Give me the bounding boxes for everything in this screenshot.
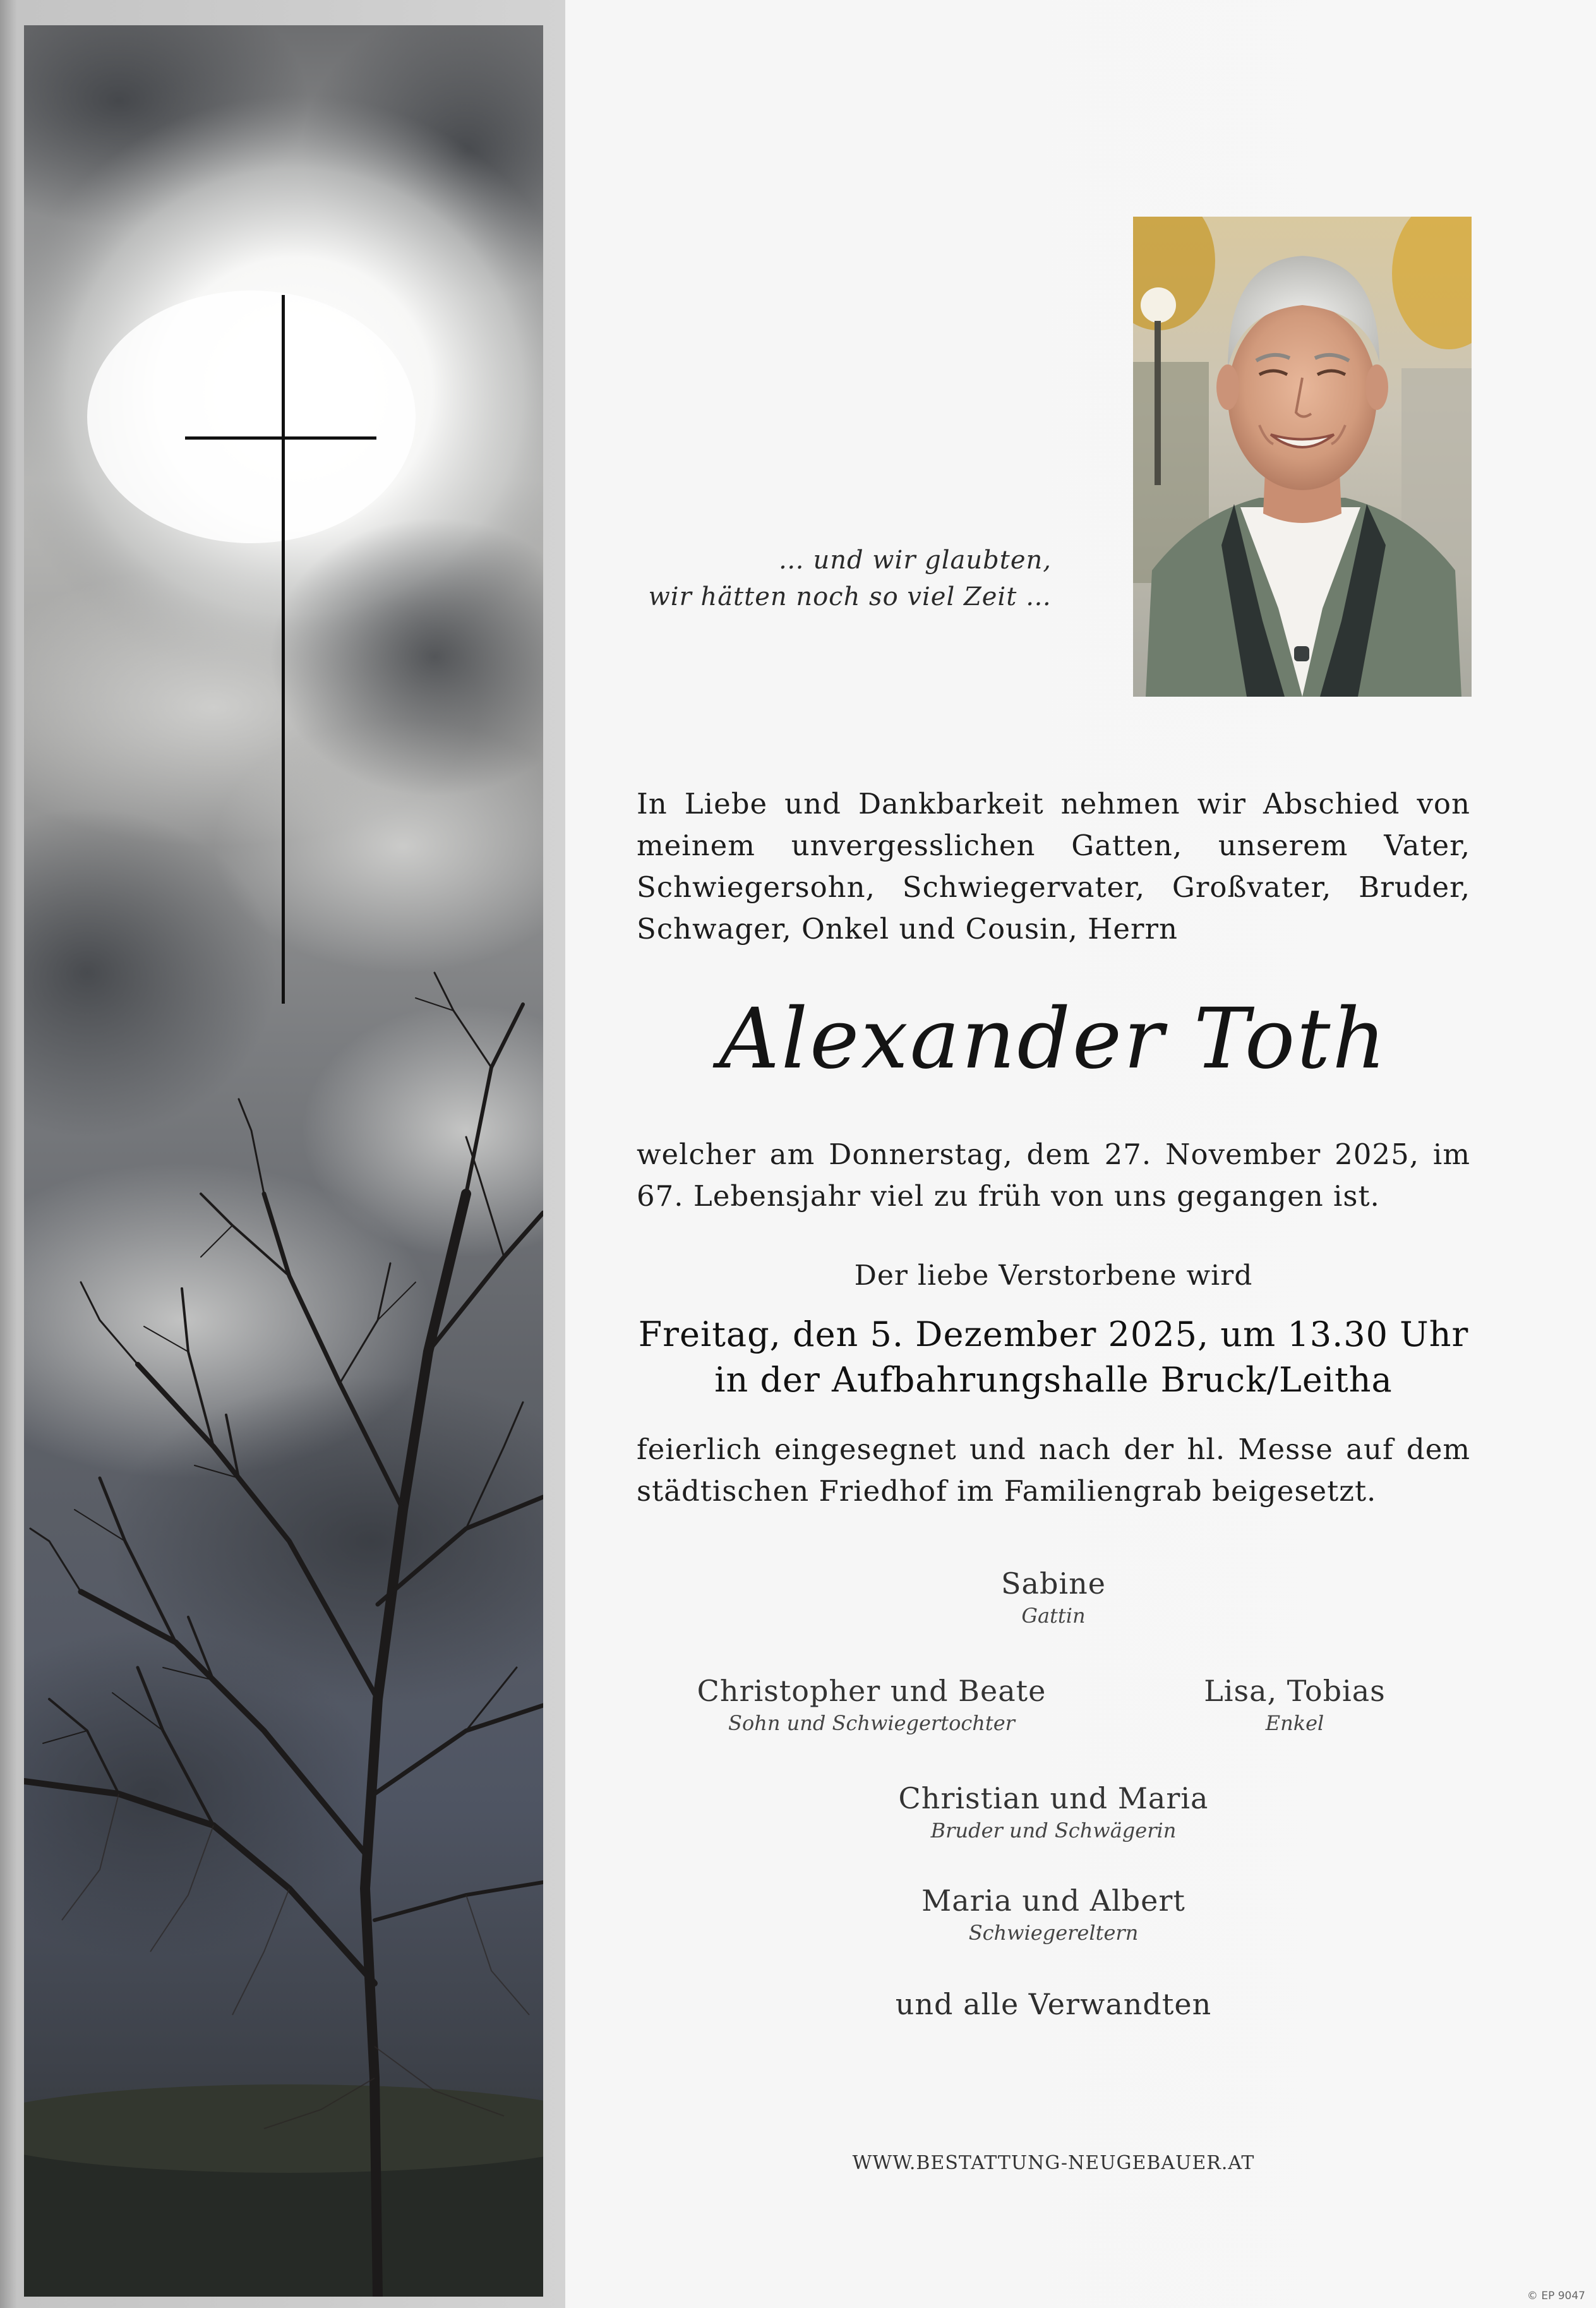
quote-line: … und wir glaubten,	[778, 546, 1052, 575]
mourner-role: Bruder und Schwägerin	[930, 1818, 1177, 1842]
burial-line: feierlich eingesegnet und nach der hl. Messe auf dem	[637, 1433, 1470, 1466]
intro-line: Schwager, Onkel und Cousin, Herrn	[637, 912, 1178, 946]
mourner-entry	[1137, 1673, 1453, 1737]
portrait-photo	[1133, 217, 1472, 697]
mourner-role: Gattin	[1021, 1604, 1086, 1628]
website-link[interactable]: WWW.BESTATTUNG-NEUGEBAUER.AT	[852, 2152, 1255, 2174]
mourner-role: Sohn und Schwiegertochter	[728, 1711, 1015, 1735]
deceased-name: Alexander Toth	[719, 990, 1388, 1088]
burial-paragraph	[637, 1429, 1470, 1512]
death-line: welcher am Donnerstag, dem 27. November 2025, im	[637, 1138, 1470, 1171]
death-paragraph	[637, 1134, 1470, 1217]
intro-line: meinem unvergesslichen Gatten, unserem Vater,	[637, 829, 1470, 862]
mourner-role: Enkel	[1265, 1711, 1324, 1735]
photo-strip-frame	[0, 0, 565, 2308]
sky-photo	[24, 25, 543, 2297]
mourner-name: Christopher und Beate	[697, 1674, 1047, 1708]
portrait-illustration	[1133, 217, 1472, 697]
intro-line: Schwiegersohn, Schwiegervater, Großvater, Bruder,	[637, 870, 1470, 904]
mourner-name: Maria und Albert	[921, 1884, 1185, 1918]
mourner-name: Lisa, Tobias	[1204, 1674, 1386, 1708]
funeral-place: in der Aufbahrungshalle Bruck/Leitha	[714, 1360, 1393, 1400]
mourner-entry	[864, 1565, 1243, 1630]
sky-tree-illustration	[24, 25, 543, 2297]
funeral-date: Freitag, den 5. Dezember 2025, um 13.30 Uhr	[638, 1314, 1469, 1354]
intro-line: In Liebe und Dankbarkeit nehmen wir Abschied von	[637, 787, 1470, 820]
funeral-announcement: Der liebe Verstorbene wird	[854, 1259, 1253, 1292]
mourner-role: Schwiegereltern	[968, 1921, 1139, 1945]
closing-line: und alle Verwandten	[895, 1987, 1212, 2021]
mourner-name: Sabine	[1001, 1566, 1106, 1601]
burial-line: städtischen Friedhof im Familiengrab beigesetzt.	[637, 1474, 1377, 1508]
copyright-mark: © EP 9047	[1527, 2290, 1585, 2302]
mourner-entry	[832, 1780, 1275, 1844]
quote	[606, 542, 1052, 615]
mourner-entry	[657, 1673, 1086, 1737]
mourner-entry	[832, 1882, 1275, 1947]
quote-line: wir hätten noch so viel Zeit …	[648, 582, 1052, 611]
mourner-name: Christian und Maria	[898, 1781, 1209, 1815]
intro-paragraph	[637, 783, 1470, 950]
death-line: 67. Lebensjahr viel zu früh von uns gegangen ist.	[637, 1179, 1380, 1213]
